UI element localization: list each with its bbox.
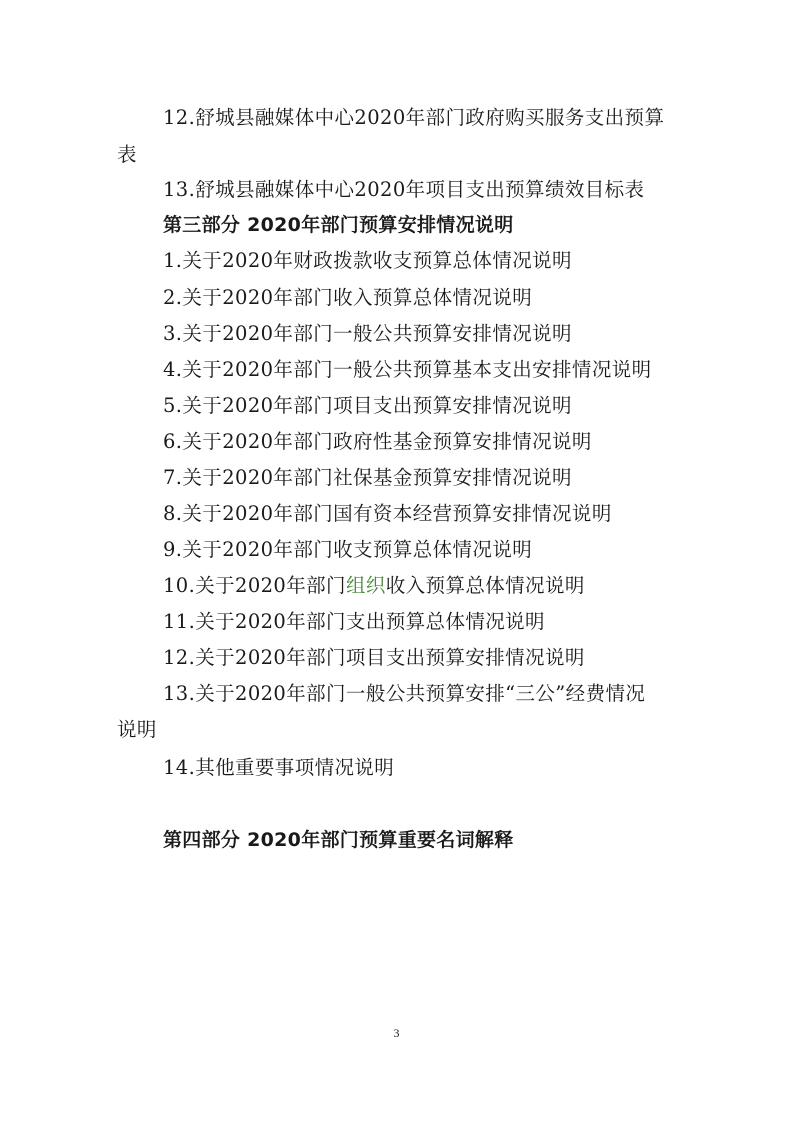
toc-item-13-continuation: 说明 <box>117 718 157 741</box>
toc-item-13-part2: 13.舒城县融媒体中心2020年项目支出预算绩效目标表 <box>163 178 645 201</box>
toc-item-2: 2.关于2020年部门收入预算总体情况说明 <box>163 286 533 309</box>
toc-item-14: 14.其他重要事项情况说明 <box>163 756 395 779</box>
toc-item-10-suffix: 收入预算总体情况说明 <box>385 574 585 597</box>
toc-item-3: 3.关于2020年部门一般公共预算安排情况说明 <box>163 322 572 345</box>
toc-item-10 <box>163 573 585 599</box>
toc-item-13: 13.关于2020年部门一般公共预算安排“三公”经费情况 <box>163 682 646 705</box>
toc-item-1: 1.关于2020年财政拨款收支预算总体情况说明 <box>163 249 572 272</box>
toc-item-11: 11.关于2020年部门支出预算总体情况说明 <box>163 610 545 633</box>
toc-item-6: 6.关于2020年部门政府性基金预算安排情况说明 <box>163 430 592 453</box>
toc-item-4: 4.关于2020年部门一般公共预算基本支出安排情况说明 <box>163 358 652 381</box>
toc-item-5: 5.关于2020年部门项目支出预算安排情况说明 <box>163 394 572 417</box>
section-heading-part4: 第四部分 2020年部门预算重要名词解释 <box>163 829 514 851</box>
highlighted-text: 组织 <box>345 574 386 597</box>
toc-item-12-part2-continuation: 表 <box>117 143 137 166</box>
page-number: 3 <box>393 1026 400 1040</box>
toc-item-7: 7.关于2020年部门社保基金预算安排情况说明 <box>163 466 572 489</box>
toc-item-9: 9.关于2020年部门收支预算总体情况说明 <box>163 538 533 561</box>
toc-item-8: 8.关于2020年部门国有资本经营预算安排情况说明 <box>163 502 612 525</box>
toc-item-10-prefix: 10.关于2020年部门 <box>163 574 346 597</box>
section-heading-part3: 第三部分 2020年部门预算安排情况说明 <box>163 214 514 236</box>
toc-item-12-part2: 12.舒城县融媒体中心2020年部门政府购买服务支出预算 <box>163 106 665 129</box>
toc-item-12: 12.关于2020年部门项目支出预算安排情况说明 <box>163 646 585 669</box>
